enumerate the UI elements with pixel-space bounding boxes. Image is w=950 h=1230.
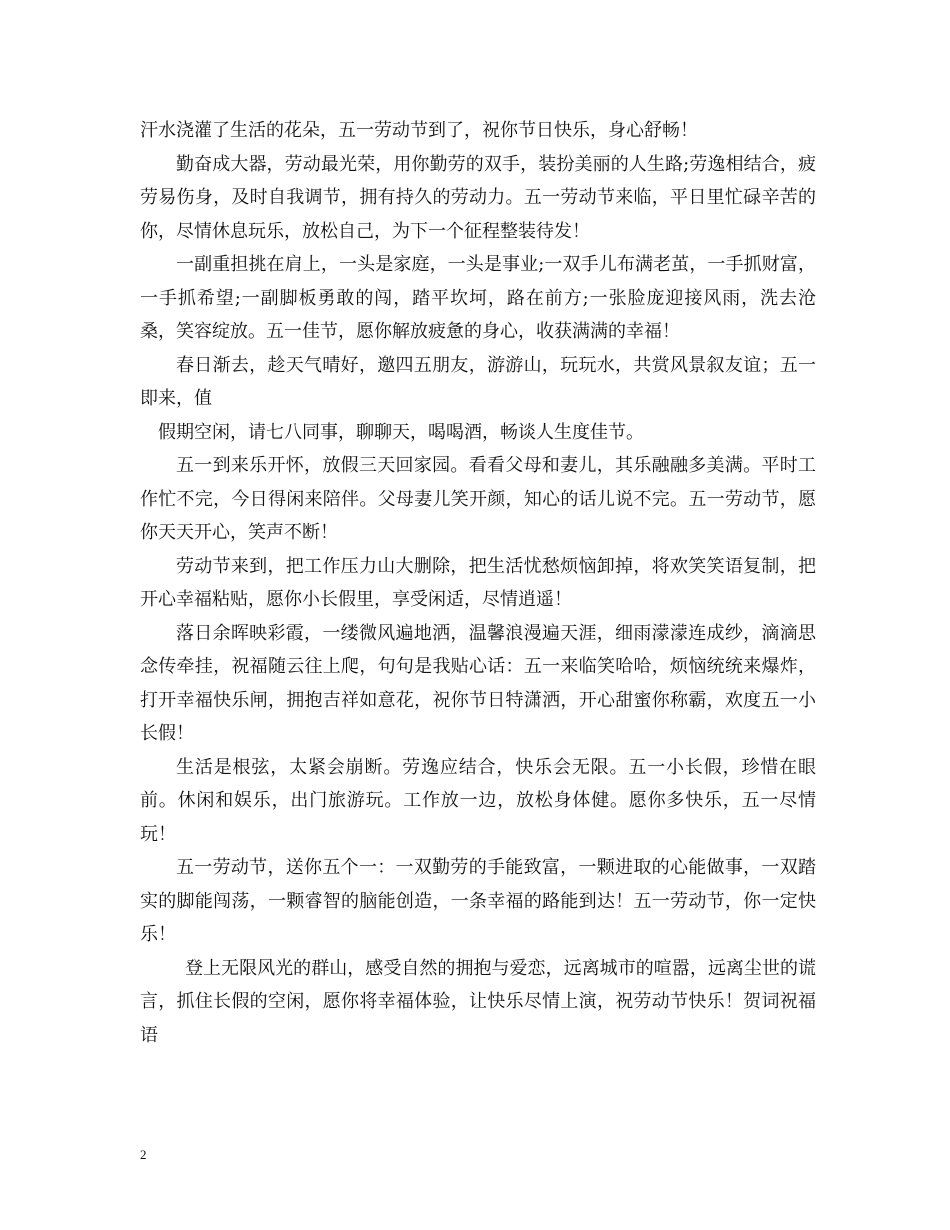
paragraph-5: 假期空闲，请七八同事，聊聊天，喝喝酒，畅谈人生度佳节。	[158, 421, 644, 443]
paragraph-7: 劳动节来到，把工作压力山大删除，把生活忧愁烦恼卸掉，将欢笑笑语复制，把开心幸福粘贴，愿你小长假里，享受闲适，尽情逍遥！	[140, 555, 816, 610]
document-body	[140, 114, 816, 1052]
paragraph-9: 生活是根弦，太紧会崩断。劳逸应结合，快乐会无限。五一小长假，珍惜在眼前。休闲和娱乐，出门旅游玩。工作放一边，放松身体健。愿你多快乐，五一尽情玩！	[140, 756, 816, 845]
paragraph-6: 五一到来乐开怀，放假三天回家园。看看父母和妻儿，其乐融融多美满。平时工作忙不完，今日得闲来陪伴。父母妻儿笑开颜，知心的话儿说不完。五一劳动节，愿你天天开心，笑声不断！	[140, 455, 816, 543]
paragraph-8: 落日余晖映彩霞，一缕微风遍地洒，温馨浪漫遍天涯，细雨濛濛连成纱，滴滴思念传牵挂，祝福随云往上爬，句句是我贴心话：五一来临笑哈哈，烦恼统统来爆炸，打开幸福快乐闸，拥抱吉祥如意花，祝你节日特潇洒，开心甜蜜你称霸，欢度五一小长假！	[140, 622, 816, 744]
paragraph-10: 五一劳动节，送你五个一：一双勤劳的手能致富，一颗进取的心能做事，一双踏实的脚能闯荡，一颗睿智的脑能创造，一条幸福的路能到达！五一劳动节，你一定快乐！	[140, 857, 816, 945]
paragraph-3: 一副重担挑在肩上，一头是家庭，一头是事业;一双手儿布满老茧，一手抓财富，一手抓希望;一副脚板勇敢的闯，踏平坎坷，路在前方;一张脸庞迎接风雨，洗去沧桑，笑容绽放。五一佳节，愿你解放疲惫的身心，收获满满的幸福！	[140, 254, 816, 342]
paragraph-4: 春日渐去，趁天气晴好，邀四五朋友，游游山，玩玩水，共赏风景叙友谊；五一即来，值	[140, 354, 816, 409]
paragraph-2: 勤奋成大器，劳动最光荣，用你勤劳的双手，装扮美丽的人生路;劳逸相结合，疲劳易伤身，及时自我调节，拥有持久的劳动力。五一劳动节来临，平日里忙碌辛苦的你，尽情休息玩乐，放松自己，为下一个征程整装待发！	[140, 153, 816, 242]
paragraph-1: 汗水浇灌了生活的花朵，五一劳动节到了，祝你节日快乐，身心舒畅！	[140, 120, 698, 141]
page-number: 2	[140, 1147, 147, 1162]
paragraph-11: 登上无限风光的群山，感受自然的拥抱与爱恋，远离城市的喧嚣，远离尘世的谎言，抓住长假的空闲，愿你将幸福体验，让快乐尽情上演，祝劳动节快乐！贺词祝福语	[140, 957, 816, 1046]
